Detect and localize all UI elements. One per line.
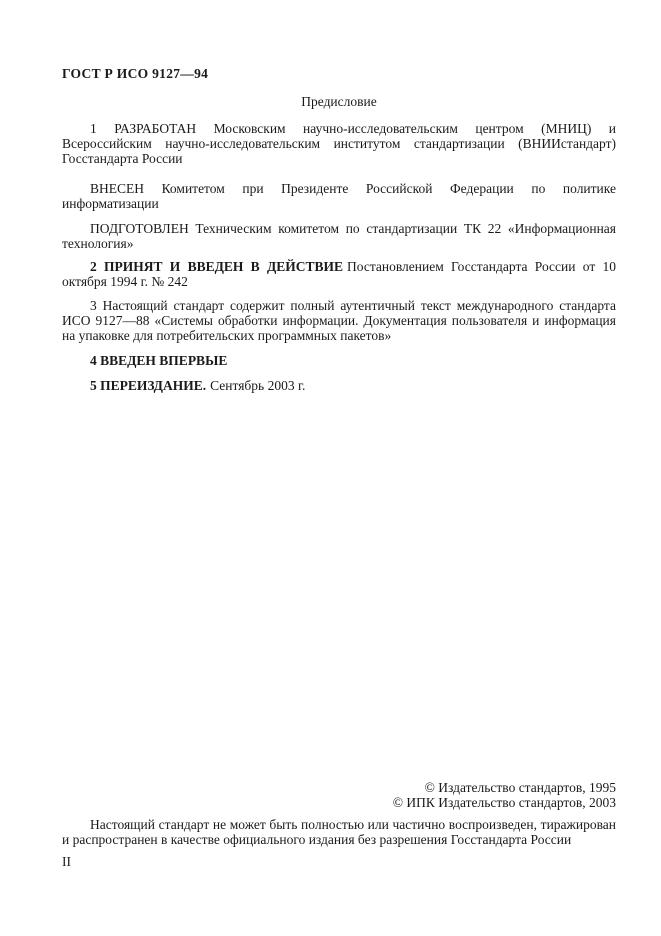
foreword-text: ПОДГОТОВЛЕН Техническим комитетом по стандартизации ТК 22 «Информационная технология» [62, 221, 616, 251]
foreword-keyword: 2 ПРИНЯТ И ВВЕДЕН В ДЕЙСТВИЕ [90, 259, 343, 274]
foreword-keyword: 4 ВВЕДЕН ВПЕРВЫЕ [90, 353, 228, 368]
foreword-text: 1 РАЗРАБОТАН Московским научно-исследовательским центром (МНИЦ) и Всероссийским научно-исследовательским институтом стандартизации (ВНИИстандарт) Госстандарта России [62, 121, 616, 166]
section-title: Предисловие [301, 94, 377, 109]
foreword-item-1 [62, 121, 616, 166]
foreword-text: ВНЕСЕН Комитетом при Президенте Российской Федерации по политике информатизации [62, 181, 616, 211]
foreword-item-7 [62, 378, 616, 393]
foreword-item-5 [62, 298, 616, 343]
foreword-item-6 [62, 353, 616, 368]
copyright-line-1995: © Издательство стандартов, 1995 [424, 780, 616, 795]
foreword-item-2 [62, 181, 616, 211]
foreword-item-4 [62, 259, 616, 289]
page-number: II [62, 854, 71, 869]
foreword-item-3 [62, 221, 616, 251]
page-footer [62, 780, 616, 869]
copyright-line-2003: © ИПК Издательство стандартов, 2003 [392, 795, 616, 810]
foreword-keyword: 5 ПЕРЕИЗДАНИЕ. [90, 378, 207, 393]
foreword-text: Сентябрь 2003 г. [210, 378, 306, 393]
doc-number: ГОСТ Р ИСО 9127—94 [62, 66, 209, 81]
foreword-text: Постановлением Госстандарта России от 10 октября 1994 г. № 242 [62, 259, 616, 289]
foreword-text: 3 Настоящий стандарт содержит полный аутентичный текст международного стандарта ИСО 9127—88 «Системы обработки информации. Документация пользователя и информация на упаковке для потребительских программных пакетов» [62, 298, 616, 343]
copyright-block [62, 780, 616, 810]
reproduction-notice: Настоящий стандарт не может быть полностью или частично воспроизведен, тиражирован и распространен в качестве официального издания без разрешения Госстандарта России [62, 817, 616, 847]
